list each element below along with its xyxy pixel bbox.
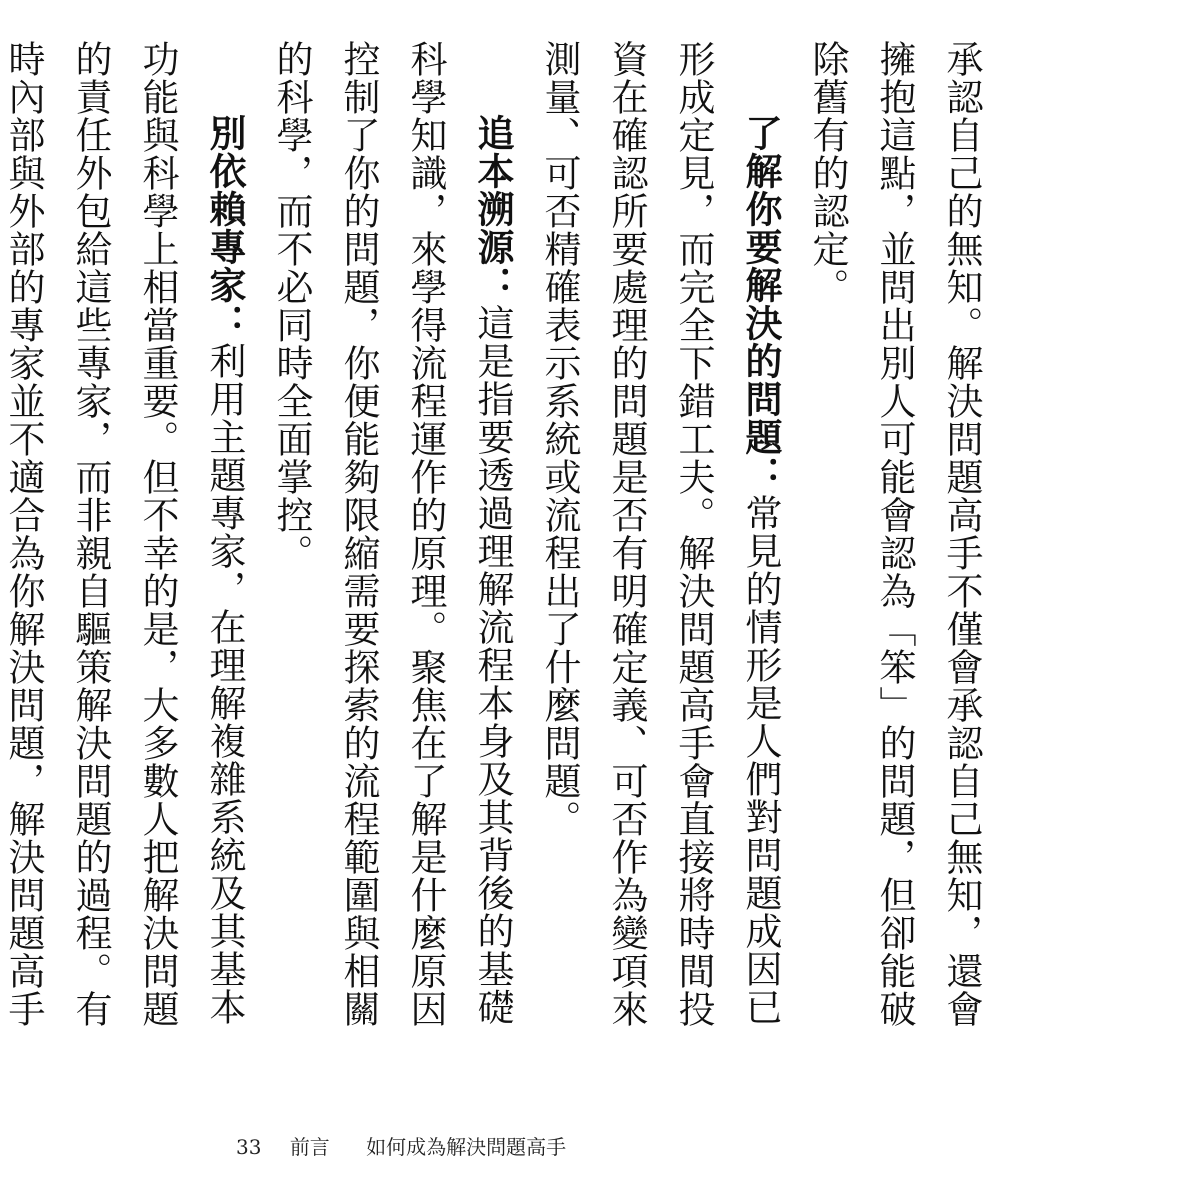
page-footer (236, 1131, 566, 1160)
paragraph-2-lead: 了解你要解決的問題： (739, 114, 782, 494)
paragraph-4-text: 利用主題專家，在理解複雜系統及其基本功能與科學上相當重要。但不幸的是，大多數人把解決問題的責任外包給這些專家，而非親自驅策解決問題的過程。有時內部與外部的專家並不適合為你解決問題，解決問題高手 (2, 40, 246, 1028)
paragraph-3-lead: 追本溯源： (471, 114, 514, 304)
paragraph-2 (526, 40, 794, 1040)
paragraph-3 (258, 40, 526, 1040)
page-number: 33 (236, 1135, 262, 1159)
paragraph-4-lead: 別依賴專家： (203, 114, 246, 342)
paragraph-2-text: 常見的情形是人們對問題成因已形成定見，而完全下錯工夫。解決問題高手會直接將時間投資在確認所要處理的問題是否有明確定義、可否作為變項來測量、可否精確表示系統或流程出了什麼問題。 (538, 40, 782, 1028)
paragraph-1-text: 承認自己的無知。解決問題高手不僅會承認自己無知，還會擁抱這點，並問出別人可能會認為「笨」的問題，但卻能破除舊有的認定。 (806, 40, 983, 1028)
paragraph-3-text: 這是指要透過理解流程本身及其背後的基礎科學知識，來學得流程運作的原理。聚焦在了解是什麼原因控制了你的問題，你便能夠限縮需要探索的流程範圍與相關的科學，而不必同時全面掌控。 (270, 40, 514, 1028)
section-label: 前言 (289, 1135, 330, 1159)
paragraph-4 (0, 40, 258, 1040)
paragraph-1 (794, 40, 995, 1040)
vertical-text-body (2, 40, 995, 1040)
chapter-title: 如何成為解決問題高手 (366, 1135, 567, 1159)
